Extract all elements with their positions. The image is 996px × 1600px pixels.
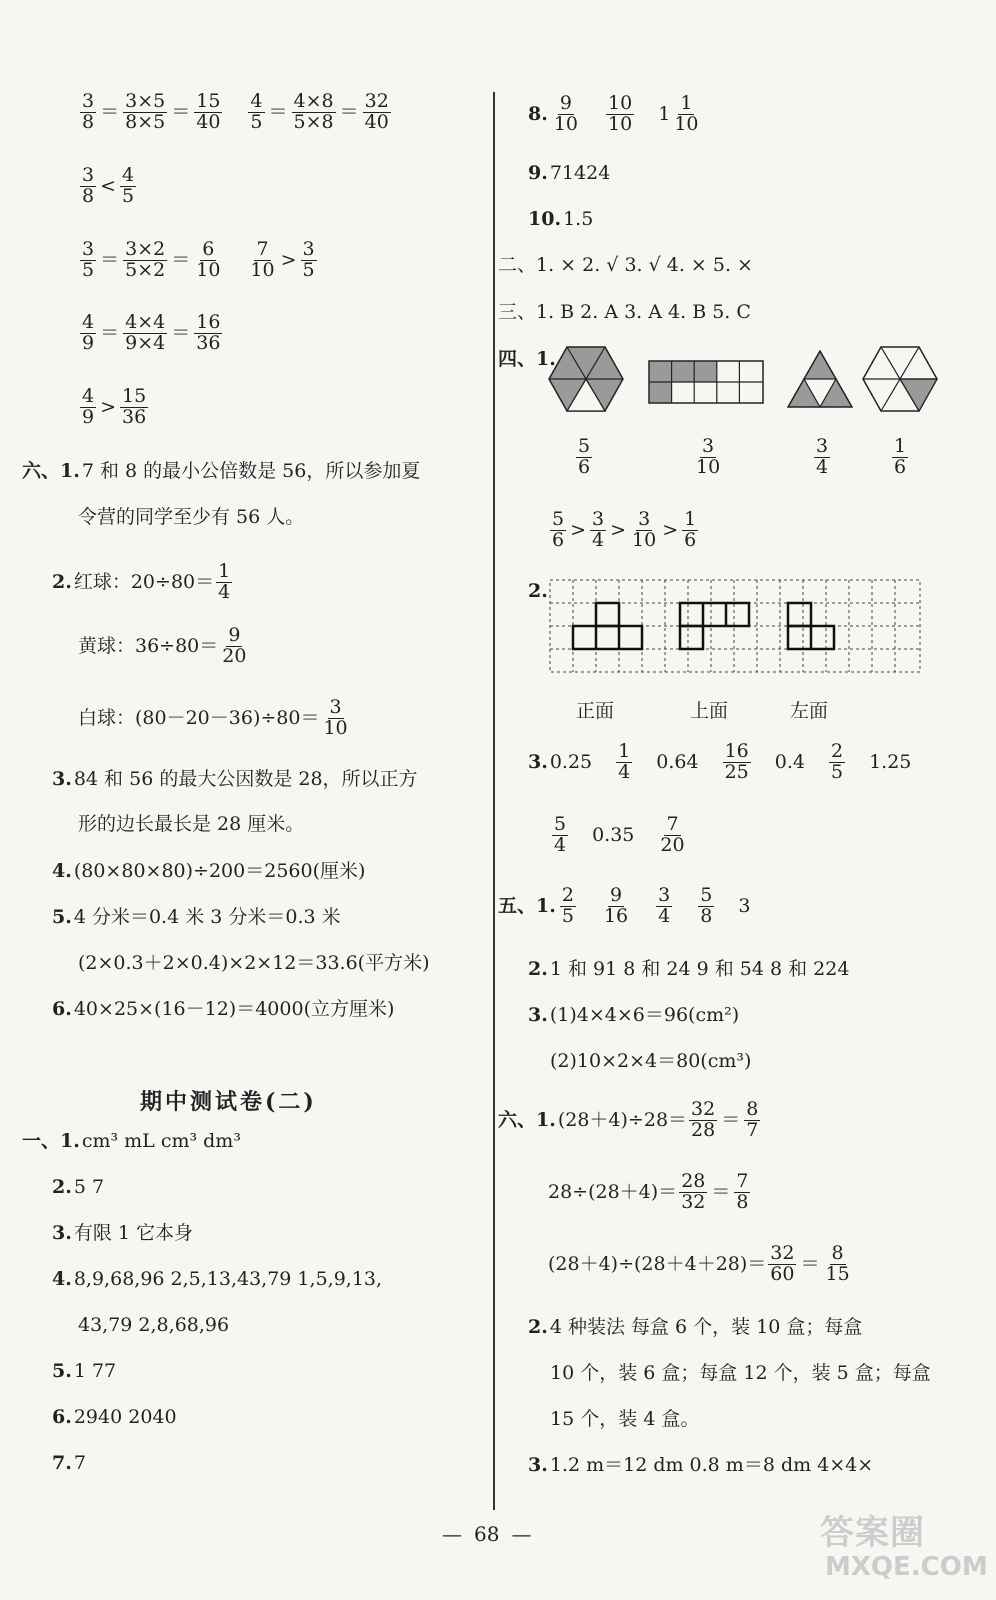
six-q6: 6. 40×25×(16－12)＝4000(立方厘米) bbox=[52, 998, 395, 1020]
right-q3-line2: 5 4 0.35 7 20 bbox=[554, 813, 685, 856]
exam2-q3: 3. 有限 1 它本身 bbox=[52, 1222, 194, 1244]
section-liu-q3: 3. 1.2 m＝12 dm 0.8 m＝8 dm 4×4× bbox=[528, 1454, 874, 1476]
watermark-url: MXQE.COM bbox=[825, 1552, 988, 1582]
exam2-q5: 5. 1 77 bbox=[52, 1360, 117, 1382]
right-q10: 10. 1.5 bbox=[528, 208, 594, 230]
six-q3-line2: 形的边长最长是 28 厘米。 bbox=[78, 813, 305, 835]
section-liu-q2-line2: 10 个，装 6 盒；每盒 12 个，装 5 盒；每盒 bbox=[550, 1362, 931, 1384]
section-liu-q1-line3: (28＋4)÷(28＋4＋28)＝ 32 60 ＝ 8 15 bbox=[548, 1242, 850, 1285]
view-label-top: 上面 bbox=[690, 700, 729, 722]
triangle-shaded-three-quarters bbox=[787, 350, 853, 408]
section-si: 四、1. bbox=[498, 348, 556, 370]
section-san: 三、1. B 2. A 3. A 4. B 5. C bbox=[498, 301, 751, 323]
six-q2-white: 白球：(80－20－36)÷80＝ 3 10 bbox=[78, 696, 348, 739]
right-q8: 8. 9 10 10 10 1 1 10 bbox=[528, 92, 699, 135]
section-wu-q1: 五、1. 2 5 9 16 3 4 5 8 3 bbox=[498, 884, 751, 927]
view-label-left: 左面 bbox=[790, 700, 829, 722]
exam2-q1: 一、1. cm³ mL cm³ dm³ bbox=[22, 1130, 241, 1152]
hexagon-shaded-five-sixths bbox=[548, 346, 624, 412]
six-q2-red: 2. 红球：20÷80＝ 1 4 bbox=[52, 560, 231, 603]
six-q4: 4. (80×80×80)÷200＝2560(厘米) bbox=[52, 860, 366, 882]
view-label-front: 正面 bbox=[576, 700, 615, 722]
left-line-5: 4 9 > 15 36 bbox=[82, 385, 147, 428]
section-er: 二、1. × 2. √ 3. √ 4. × 5. × bbox=[498, 254, 753, 276]
six-q3-line1: 3. 84 和 56 的最大公因数是 28，所以正方 bbox=[52, 768, 418, 790]
watermark-logo: 答案圈 bbox=[820, 1513, 925, 1553]
six-q1-line1: 六、1. 7 和 8 的最小公倍数是 56，所以参加夏 bbox=[22, 460, 421, 482]
six-q1-line2: 令营的同学至少有 56 人。 bbox=[78, 506, 305, 528]
right-q3-line1: 3. 0.25 1 4 0.64 16 25 0.4 2 5 1.25 bbox=[528, 740, 912, 783]
section-title: 期中测试卷(二) bbox=[140, 1089, 317, 1115]
exam2-q2: 2. 5 7 bbox=[52, 1176, 105, 1198]
shape-fraction-4: 1 6 bbox=[894, 435, 907, 478]
left-line-2: 3 8 < 4 5 bbox=[82, 164, 135, 207]
exam2-q6: 6. 2940 2040 bbox=[52, 1406, 177, 1428]
exam2-q4-line1: 4. 8,9,68,96 2,5,13,43,79 1,5,9,13, bbox=[52, 1268, 383, 1290]
section-wu-q2: 2. 1 和 91 8 和 24 9 和 54 8 和 224 bbox=[528, 958, 850, 980]
exam2-q4-line2: 43,79 2,8,68,96 bbox=[78, 1314, 230, 1336]
three-views-grid bbox=[548, 578, 922, 674]
left-line-4: 4 9 ＝ 4×4 9×4 ＝ 16 36 bbox=[82, 311, 221, 354]
section-liu-q1-line1: 六、1. (28＋4)÷28＝ 32 28 ＝ 8 7 bbox=[498, 1098, 759, 1141]
shape-fraction-2: 3 10 bbox=[696, 435, 721, 478]
column-divider bbox=[493, 92, 495, 1510]
right-q9: 9. 71424 bbox=[528, 162, 611, 184]
left-line-1: 3 8 ＝ 3×5 8×5 ＝ 15 40 4 5 ＝ 4×8 5×8 ＝ 32 40 bbox=[82, 90, 389, 133]
right-q2-label: 2. bbox=[528, 580, 548, 602]
hexagon-shaded-one-sixth bbox=[862, 346, 938, 412]
exam2-q7: 7. 7 bbox=[52, 1452, 86, 1474]
section-liu-q2-line1: 2. 4 种装法 每盒 6 个，装 10 盒；每盒 bbox=[528, 1316, 863, 1338]
rectangle-shaded-three-tenths bbox=[648, 360, 764, 404]
six-q5-line1: 5. 4 分米＝0.4 米 3 分米＝0.3 米 bbox=[52, 906, 341, 928]
left-line-3: 3 5 ＝ 3×2 5×2 ＝ 6 10 7 10 > 3 5 bbox=[82, 238, 315, 281]
shape-fraction-3: 3 4 bbox=[816, 435, 829, 478]
section-wu-q3-line1: 3. (1)4×4×6＝96(cm²) bbox=[528, 1004, 740, 1026]
section-liu-q2-line3: 15 个，装 4 盒。 bbox=[550, 1408, 700, 1430]
six-q2-yellow: 黄球：36÷80＝ 9 20 bbox=[78, 624, 247, 667]
fraction-comparison: 5 6 > 3 4 > 3 10 > 1 6 bbox=[552, 508, 697, 551]
section-liu-q1-line2: 28÷(28＋4)＝ 28 32 ＝ 7 8 bbox=[548, 1170, 749, 1213]
shape-fraction-1: 5 6 bbox=[578, 435, 591, 478]
six-q5-line2: (2×0.3＋2×0.4)×2×12＝33.6(平方米) bbox=[78, 952, 430, 974]
section-wu-q3-line2: (2)10×2×4＝80(cm³) bbox=[550, 1050, 752, 1072]
page-number: — 68 — bbox=[442, 1522, 532, 1546]
